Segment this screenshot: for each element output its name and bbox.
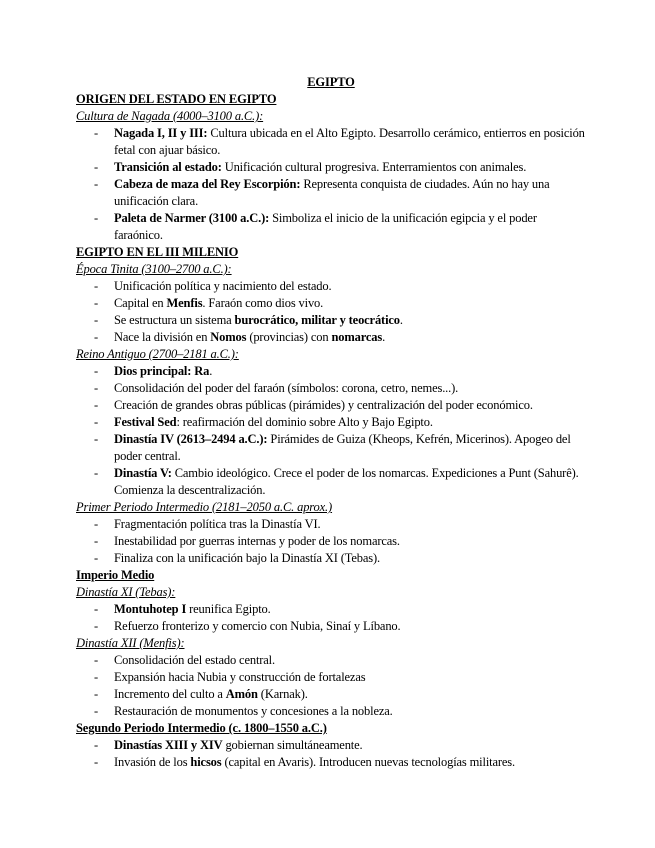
item-text: Cambio ideológico. Crece el poder de los nomarcas. Expediciones a Punt (Sahurê). Comienza la descentralización. <box>114 466 579 497</box>
list-item <box>76 533 586 550</box>
item-text: . Faraón como dios vivo. <box>202 296 324 310</box>
bold-term: Cabeza de maza del Rey Escorpión: <box>114 177 301 191</box>
item-text: Cultura ubicada en el Alto Egipto. Desarrollo cerámico, entierros en posición fetal con ajuar básico. <box>114 126 585 157</box>
bold-term: Dinastías XIII y XIV <box>114 738 223 752</box>
item-text: Consolidación del poder del faraón (símbolos: corona, cetro, nemes...). <box>114 381 459 395</box>
list-item <box>76 618 586 635</box>
bold-term: Dios principal: Ra <box>114 364 210 378</box>
bold-term: burocrático, militar y teocrático <box>234 313 400 327</box>
item-text: . <box>382 330 386 344</box>
section-heading: EGIPTO EN EL III MILENIO <box>76 245 239 259</box>
list-item <box>76 550 586 567</box>
item-text: Representa conquista de ciudades. Aún no hay una unificación clara. <box>114 177 550 208</box>
item-text: (Karnak). <box>257 687 308 701</box>
item-text: Restauración de monumentos y concesiones a la nobleza. <box>114 704 393 718</box>
document-page <box>76 74 586 771</box>
item-text: Unificación cultural progresiva. Enterramientos con animales. <box>221 160 527 174</box>
list-item <box>76 159 586 176</box>
bullet-list <box>76 601 586 635</box>
item-text: Creación de grandes obras públicas (pirámides) y centralización del poder económico. <box>114 398 533 412</box>
bullet-list <box>76 125 586 244</box>
list-item <box>76 210 586 244</box>
list-item <box>76 754 586 771</box>
bold-term: Nagada I, II y III: <box>114 126 208 140</box>
item-text: Nace la división en <box>114 330 211 344</box>
item-text: Se estructura un sistema <box>114 313 235 327</box>
item-text: Refuerzo fronterizo y comercio con Nubia, Sinaí y Líbano. <box>114 619 401 633</box>
list-item <box>76 414 586 431</box>
section-heading: ORIGEN DEL ESTADO EN EGIPTO <box>76 92 277 106</box>
list-item <box>76 397 586 414</box>
item-text: Fragmentación política tras la Dinastía VI. <box>114 517 321 531</box>
section-heading: Segundo Periodo Intermedio (c. 1800–1550 a.C.) <box>76 721 327 735</box>
bold-term: Amón <box>225 687 258 701</box>
list-item <box>76 601 586 618</box>
item-text: Simboliza el inicio de la unificación egipcia y el poder faraónico. <box>114 211 537 242</box>
item-text: Inestabilidad por guerras internas y poder de los nomarcas. <box>114 534 400 548</box>
item-text: Expansión hacia Nubia y construcción de fortalezas <box>114 670 366 684</box>
bold-term: Festival Sed <box>114 415 177 429</box>
list-item <box>76 176 586 210</box>
section-heading: Imperio Medio <box>76 568 155 582</box>
period-subheading: Reino Antiguo (2700–2181 a.C.): <box>76 347 239 361</box>
bold-term: Transición al estado: <box>114 160 222 174</box>
list-item <box>76 380 586 397</box>
item-text: reunifica Egipto. <box>186 602 271 616</box>
period-subheading: Cultura de Nagada (4000–3100 a.C.): <box>76 109 264 123</box>
list-item <box>76 363 586 380</box>
period-subheading: Primer Periodo Intermedio (2181–2050 a.C. aprox.) <box>76 500 333 514</box>
bullet-list <box>76 363 586 499</box>
bold-term: Paleta de Narmer (3100 a.C.): <box>114 211 270 225</box>
bold-term: Nomos <box>210 330 247 344</box>
bold-term: nomarcas <box>331 330 383 344</box>
bold-term: Dinastía V: <box>114 466 172 480</box>
period-subheading: Época Tinita (3100–2700 a.C.): <box>76 262 232 276</box>
period-subheading: Dinastía XII (Menfis): <box>76 636 185 650</box>
item-text: Incremento del culto a <box>114 687 226 701</box>
list-item <box>76 669 586 686</box>
bullet-list <box>76 652 586 720</box>
item-text: (capital en Avaris). Introducen nuevas tecnologías militares. <box>221 755 515 769</box>
bold-term: Menfis <box>166 296 203 310</box>
list-item <box>76 737 586 754</box>
period-subheading: Dinastía XI (Tebas): <box>76 585 176 599</box>
list-item <box>76 516 586 533</box>
bullet-list <box>76 737 586 771</box>
bullet-list <box>76 278 586 346</box>
page-title: EGIPTO <box>307 75 355 89</box>
item-text: . <box>399 313 403 327</box>
item-text: Invasión de los <box>114 755 191 769</box>
list-item <box>76 652 586 669</box>
list-item <box>76 686 586 703</box>
item-text: Finaliza con la unificación bajo la Dinastía XI (Tebas). <box>114 551 380 565</box>
list-item <box>76 295 586 312</box>
item-text: . <box>209 364 213 378</box>
bullet-list <box>76 516 586 567</box>
bold-term: Montuhotep I <box>114 602 187 616</box>
list-item <box>76 329 586 346</box>
item-text: Unificación política y nacimiento del estado. <box>114 279 332 293</box>
bold-term: Dinastía IV (2613–2494 a.C.): <box>114 432 268 446</box>
bold-term: hicsos <box>190 755 222 769</box>
item-text: : reafirmación del dominio sobre Alto y Bajo Egipto. <box>176 415 433 429</box>
list-item <box>76 312 586 329</box>
list-item <box>76 431 586 465</box>
item-text: (provincias) con <box>246 330 332 344</box>
document-body <box>76 91 586 771</box>
list-item <box>76 278 586 295</box>
list-item <box>76 125 586 159</box>
list-item <box>76 703 586 720</box>
item-text: Pirámides de Guiza (Kheops, Kefrén, Micerinos). Apogeo del poder central. <box>114 432 571 463</box>
item-text: Capital en <box>114 296 167 310</box>
item-text: Consolidación del estado central. <box>114 653 275 667</box>
item-text: gobiernan simultáneamente. <box>222 738 363 752</box>
list-item <box>76 465 586 499</box>
